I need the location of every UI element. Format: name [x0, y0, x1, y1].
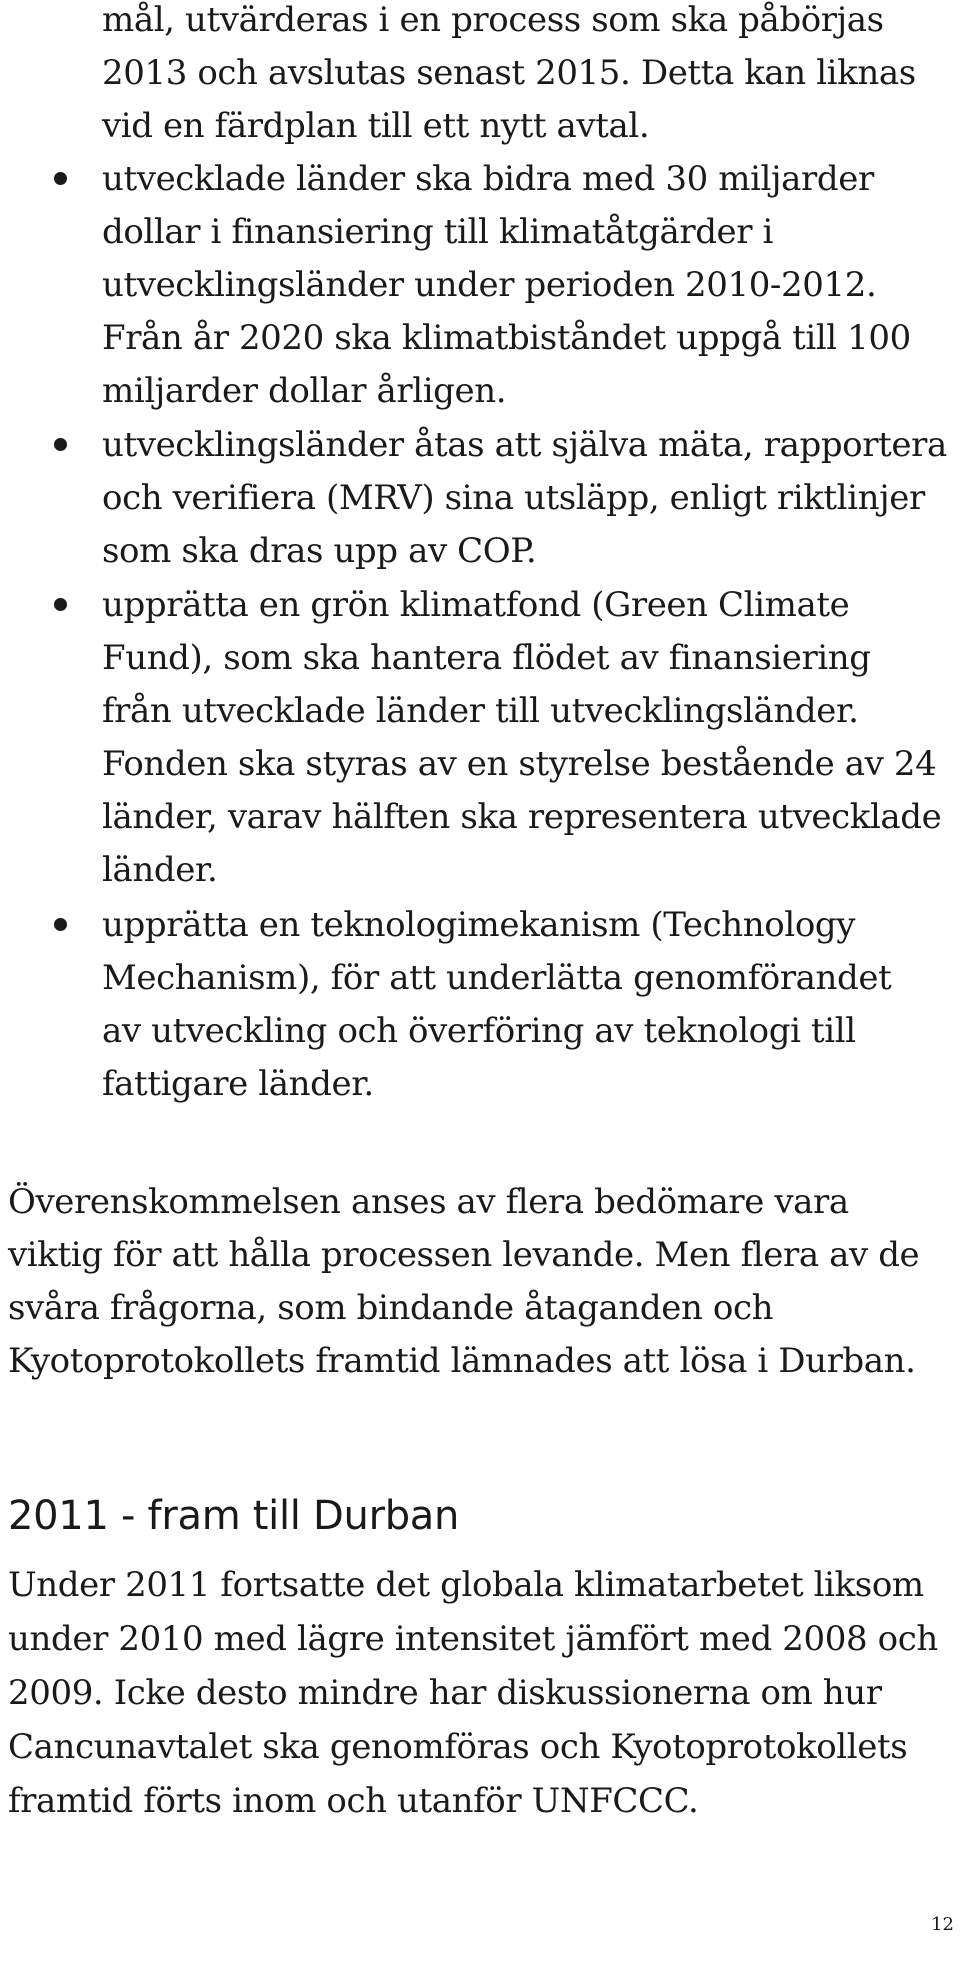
list-item-line: Fonden ska styras av en styrelse bestående av 24	[102, 744, 937, 784]
paragraph-line: Överenskommelsen anses av flera bedömare vara	[8, 1182, 849, 1222]
bullet-icon	[54, 172, 67, 185]
list-item-line: utvecklingsländer åtas att själva mäta, rapportera	[102, 425, 947, 465]
list-item-line: utvecklingsländer under perioden 2010-2012.	[102, 265, 877, 305]
list-item-line: dollar i finansiering till klimatåtgärder i	[102, 212, 774, 252]
list-item-line: upprätta en teknologimekanism (Technology	[102, 905, 856, 945]
list-item-line: av utveckling och överföring av teknologi till	[102, 1011, 856, 1051]
list-item-line: upprätta en grön klimatfond (Green Climate	[102, 585, 850, 625]
list-item-line: fattigare länder.	[102, 1064, 374, 1104]
paragraph-line: Kyotoprotokollets framtid lämnades att lösa i Durban.	[8, 1341, 916, 1381]
section-paragraph-line: framtid förts inom och utanför UNFCCC.	[8, 1781, 699, 1821]
section-paragraph-line: Cancunavtalet ska genomföras och Kyotoprotokollets	[8, 1727, 908, 1767]
list-continuation-line: 2013 och avslutas senast 2015. Detta kan liknas	[102, 53, 916, 93]
paragraph-line: viktig för att hålla processen levande. Men flera av de	[8, 1235, 920, 1275]
list-item-line: miljarder dollar årligen.	[102, 371, 507, 411]
list-item-line: som ska dras upp av COP.	[102, 531, 537, 571]
page-number: 12	[931, 1914, 954, 1935]
list-continuation-line: mål, utvärderas i en process som ska påbörjas	[102, 0, 884, 40]
list-continuation-line: vid en färdplan till ett nytt avtal.	[102, 106, 650, 146]
paragraph-line: svåra frågorna, som bindande åtaganden och	[8, 1288, 774, 1328]
section-paragraph-line: Under 2011 fortsatte det globala klimatarbetet liksom	[8, 1565, 924, 1605]
bullet-icon	[54, 598, 67, 611]
list-item-line: länder.	[102, 850, 218, 890]
list-item-line: Fund), som ska hantera flödet av finansiering	[102, 638, 871, 678]
list-item-line: utvecklade länder ska bidra med 30 miljarder	[102, 159, 874, 199]
list-item-line: och verifiera (MRV) sina utsläpp, enligt riktlinjer	[102, 478, 925, 518]
list-item-line: länder, varav hälften ska representera utvecklade	[102, 797, 942, 837]
section-heading: 2011 - fram till Durban	[8, 1493, 460, 1539]
list-item-line: Från år 2020 ska klimatbiståndet uppgå till 100	[102, 318, 911, 358]
list-item-line: från utvecklade länder till utvecklingsländer.	[102, 691, 859, 731]
bullet-icon	[54, 438, 67, 451]
section-paragraph-line: under 2010 med lägre intensitet jämfört med 2008 och	[8, 1619, 938, 1659]
bullet-icon	[54, 918, 67, 931]
list-item-line: Mechanism), för att underlätta genomförandet	[102, 958, 892, 998]
section-paragraph-line: 2009. Icke desto mindre har diskussionerna om hur	[8, 1673, 882, 1713]
